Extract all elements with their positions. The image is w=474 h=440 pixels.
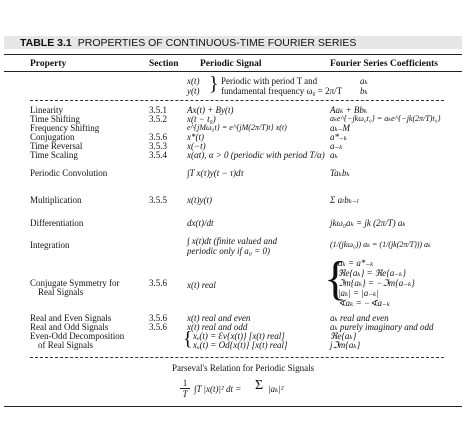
signal-time-shift: x(t − t₀) bbox=[187, 114, 216, 124]
coeff-differentiation: jkω₀aₖ = jk (2π/T) aₖ bbox=[330, 218, 406, 228]
coeff-periodic-convolution: Taₖbₖ bbox=[330, 168, 350, 178]
intro-x: x(t) bbox=[187, 76, 200, 86]
property-even-odd: Even-Odd Decomposition bbox=[30, 331, 125, 341]
signal-time-reversal: x(−t) bbox=[187, 141, 206, 151]
property-even-odd-2: of Real Signals bbox=[38, 340, 93, 350]
section-multiplication: 3.5.5 bbox=[149, 195, 167, 205]
property-linearity: Linearity bbox=[30, 105, 63, 115]
signal-real-odd: x(t) real and odd bbox=[187, 322, 248, 332]
signal-integration: ∫ x(t)dt (finite valued and periodic only if a₀ = 0) bbox=[187, 236, 277, 256]
property-time-scaling: Time Scaling bbox=[30, 150, 78, 160]
property-time-shift: Time Shifting bbox=[30, 114, 80, 124]
header-section: Section bbox=[149, 59, 179, 69]
property-freq-shift: Frequency Shifting bbox=[30, 123, 100, 133]
intro-ak: aₖ bbox=[360, 76, 368, 86]
coeff-sym-2: ℜe{aₖ} = ℜe{a₋ₖ} bbox=[338, 268, 406, 278]
signal-conjugation: x*(t) bbox=[187, 132, 204, 142]
section-real-odd: 3.5.6 bbox=[149, 322, 167, 332]
coeff-sym-3: ℑm{aₖ} = −ℑm{a₋ₖ} bbox=[338, 278, 415, 288]
section-conj-symmetry: 3.5.6 bbox=[149, 278, 167, 288]
intro-brace: } bbox=[209, 73, 219, 95]
coeff-sym-4: |aₖ| = |a₋ₖ| bbox=[338, 288, 379, 298]
signal-real-even: x(t) real and even bbox=[187, 313, 251, 323]
coeff-real-odd: aₖ purely imaginary and odd bbox=[330, 322, 434, 332]
signal-time-scaling: x(αt), α > 0 (periodic with period T/α) bbox=[187, 150, 325, 160]
signal-conj-symmetry: x(t) real bbox=[187, 280, 216, 290]
section-time-reversal: 3.5.3 bbox=[149, 141, 167, 151]
signal-linearity: Ax(t) + By(t) bbox=[187, 105, 234, 115]
property-multiplication: Multiplication bbox=[30, 195, 82, 205]
coeff-decomp-even: ℜe{aₖ} bbox=[330, 331, 357, 341]
section-time-scaling: 3.5.4 bbox=[149, 150, 167, 160]
table-label: TABLE 3.1 bbox=[20, 37, 72, 49]
signal-differentiation: dx(t)/dt bbox=[187, 218, 214, 228]
coeff-sym-1: aₖ = a*₋ₖ bbox=[338, 258, 374, 268]
property-conj-symmetry-2: Real Signals bbox=[38, 287, 84, 297]
dash-divider-2 bbox=[30, 357, 444, 358]
bottom-rule bbox=[4, 406, 462, 407]
table-title bbox=[20, 37, 356, 49]
table-title-text: PROPERTIES OF CONTINUOUS-TIME FOURIER SERIES bbox=[77, 37, 357, 49]
coeff-time-reversal: a₋ₖ bbox=[330, 141, 343, 151]
property-real-even: Real and Even Signals bbox=[30, 313, 112, 323]
section-time-shift: 3.5.2 bbox=[149, 114, 167, 124]
property-integration: Integration bbox=[30, 240, 70, 250]
top-rule bbox=[4, 54, 462, 55]
parseval-fraction: $\frac{1}{T}$ bbox=[180, 378, 190, 399]
signal-decomp-odd: xₒ(t) = Od{x(t)} [x(t) real] bbox=[193, 340, 288, 350]
decomp-brace: { bbox=[183, 328, 193, 350]
property-time-reversal: Time Reversal bbox=[30, 141, 83, 151]
header-property: Property bbox=[30, 59, 67, 69]
signal-freq-shift: e^{jMω₀t} = e^{jM(2π/T)t} x(t) bbox=[187, 123, 287, 132]
coeff-integration: (1/(jkω₀)) aₖ = (1/(jk(2π/T))) aₖ bbox=[330, 240, 431, 249]
header-rule bbox=[4, 71, 462, 72]
intro-y: y(t) bbox=[187, 86, 200, 96]
intro-desc-2: fundamental frequency ω₀ = 2π/T bbox=[221, 86, 343, 96]
coeff-conjugation: a*₋ₖ bbox=[330, 132, 348, 142]
header-coeff: Fourier Series Coefficients bbox=[330, 59, 438, 69]
section-linearity: 3.5.1 bbox=[149, 105, 167, 115]
property-periodic-convolution: Periodic Convolution bbox=[30, 168, 108, 178]
symmetry-brace: { bbox=[324, 252, 348, 305]
section-real-even: 3.5.6 bbox=[149, 313, 167, 323]
property-real-odd: Real and Odd Signals bbox=[30, 322, 109, 332]
coeff-multiplication: Σ aₗbₖ₋ₗ bbox=[330, 195, 359, 205]
section-conjugation: 3.5.6 bbox=[149, 132, 167, 142]
parseval-rhs: |aₖ|² bbox=[268, 384, 284, 394]
coeff-real-even: aₖ real and even bbox=[330, 313, 389, 323]
signal-multiplication: x(t)y(t) bbox=[187, 195, 212, 205]
parseval-title: Parseval's Relation for Periodic Signals bbox=[172, 363, 315, 373]
parseval-sum-symbol: Σ bbox=[255, 378, 264, 393]
coeff-freq-shift: aₖ₋M bbox=[330, 123, 351, 133]
property-differentiation: Differentiation bbox=[30, 218, 84, 228]
coeff-sym-5: ∢aₖ = −∢a₋ₖ bbox=[338, 298, 391, 308]
coeff-time-shift: aₖe^{−jkω₀t₀} = aₖe^{−jk(2π/T)t₀} bbox=[330, 114, 441, 123]
intro-bk: bₖ bbox=[360, 86, 368, 96]
coeff-linearity: Aaₖ + Bbₖ bbox=[330, 105, 368, 115]
coeff-time-scaling: aₖ bbox=[330, 150, 338, 160]
dash-divider-1 bbox=[30, 100, 444, 101]
coeff-decomp-odd: jℑm{aₖ} bbox=[330, 340, 361, 350]
signal-decomp-even: xₑ(t) = Ɛv{x(t)} [x(t) real] bbox=[193, 331, 285, 341]
property-conjugation: Conjugation bbox=[30, 132, 75, 142]
header-signal: Periodic Signal bbox=[200, 59, 262, 69]
property-conj-symmetry: Conjugate Symmetry for bbox=[30, 278, 120, 288]
parseval-lhs: ∫T |x(t)|² dt = bbox=[194, 384, 242, 394]
signal-periodic-convolution: ∫T x(τ)y(t − τ)dτ bbox=[187, 168, 244, 178]
intro-desc-1: Periodic with period T and bbox=[221, 76, 318, 86]
